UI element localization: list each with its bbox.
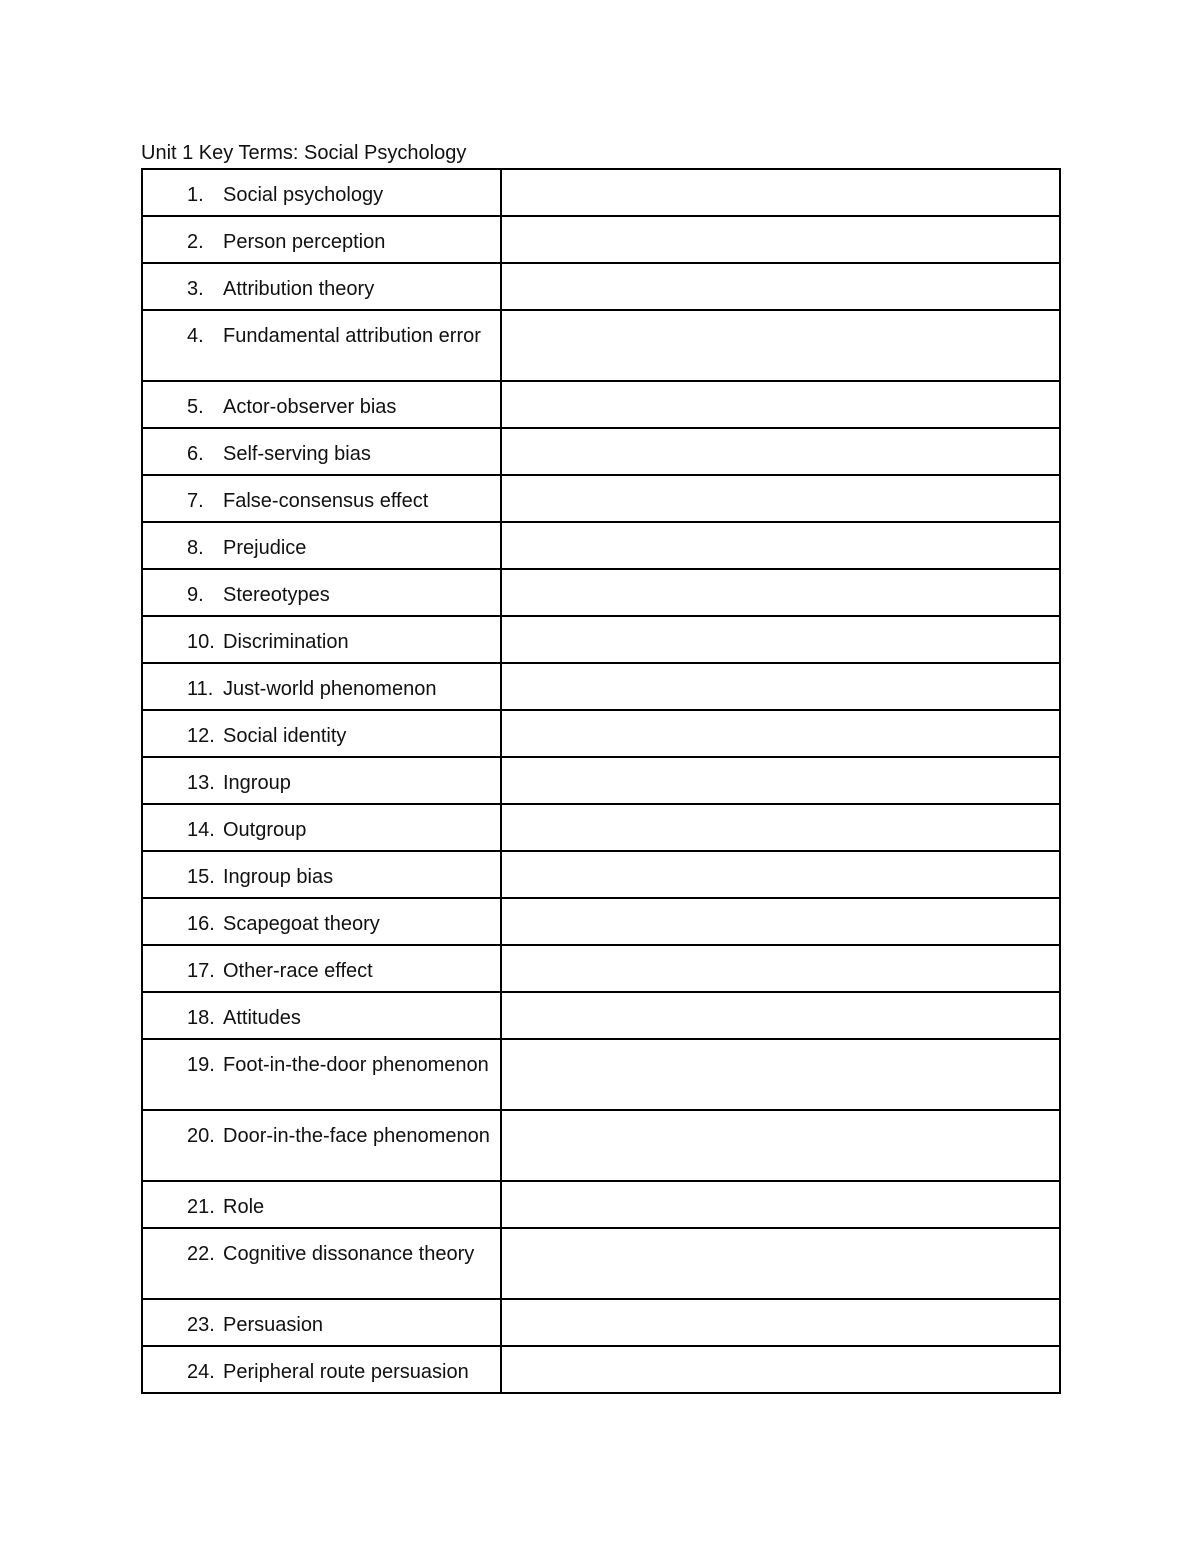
term-number: 21. (187, 1196, 215, 1218)
term-cell (142, 475, 501, 522)
definition-cell[interactable] (501, 898, 1060, 945)
table-row (142, 428, 1060, 475)
term-item (143, 1182, 500, 1220)
term-label: Ingroup bias (223, 866, 334, 888)
table-row (142, 263, 1060, 310)
definition-cell[interactable] (501, 851, 1060, 898)
definition-cell[interactable] (501, 710, 1060, 757)
term-item (143, 311, 500, 349)
definition-cell[interactable] (501, 381, 1060, 428)
term-item (143, 264, 500, 302)
term-item (143, 617, 500, 655)
term-item (143, 758, 500, 796)
table-row (142, 381, 1060, 428)
term-number: 19. (187, 1054, 215, 1076)
table-row (142, 1039, 1060, 1110)
term-cell (142, 381, 501, 428)
term-cell (142, 757, 501, 804)
definition-cell[interactable] (501, 1039, 1060, 1110)
term-item (143, 899, 500, 937)
term-label: Foot-in-the-door phenomenon (223, 1054, 489, 1076)
term-number: 18. (187, 1007, 215, 1029)
term-label: Stereotypes (223, 584, 330, 606)
term-item (143, 170, 500, 208)
definition-cell[interactable] (501, 216, 1060, 263)
term-number: 6. (187, 443, 204, 465)
term-label: Attitudes (223, 1007, 301, 1029)
term-item (143, 1040, 500, 1078)
definition-cell[interactable] (501, 169, 1060, 216)
term-cell (142, 1228, 501, 1299)
term-number: 1. (187, 184, 204, 206)
term-number: 5. (187, 396, 204, 418)
table-row (142, 522, 1060, 569)
term-cell (142, 616, 501, 663)
term-item (143, 1300, 500, 1338)
term-cell (142, 428, 501, 475)
key-terms-table-body (142, 169, 1060, 1393)
term-item (143, 664, 500, 702)
definition-cell[interactable] (501, 1228, 1060, 1299)
definition-cell[interactable] (501, 428, 1060, 475)
definition-cell[interactable] (501, 263, 1060, 310)
definition-cell[interactable] (501, 992, 1060, 1039)
term-label: False-consensus effect (223, 490, 429, 512)
term-cell (142, 263, 501, 310)
table-row (142, 945, 1060, 992)
term-cell (142, 1039, 501, 1110)
term-cell (142, 1181, 501, 1228)
table-row (142, 475, 1060, 522)
term-number: 24. (187, 1361, 215, 1383)
term-item (143, 805, 500, 843)
term-label: Cognitive dissonance theory (223, 1243, 475, 1265)
term-number: 22. (187, 1243, 215, 1265)
table-row (142, 757, 1060, 804)
term-label: Attribution theory (223, 278, 375, 300)
table-row (142, 851, 1060, 898)
term-item (143, 1229, 500, 1267)
term-label: Person perception (223, 231, 386, 253)
term-number: 7. (187, 490, 204, 512)
term-label: Door-in-the-face phenomenon (223, 1125, 490, 1147)
page-title: Unit 1 Key Terms: Social Psychology (141, 142, 467, 164)
term-label: Other-race effect (223, 960, 373, 982)
term-label: Scapegoat theory (223, 913, 380, 935)
table-row (142, 310, 1060, 381)
term-number: 9. (187, 584, 204, 606)
term-item (143, 1111, 500, 1149)
definition-cell[interactable] (501, 475, 1060, 522)
table-row (142, 216, 1060, 263)
table-row (142, 1181, 1060, 1228)
term-label: Outgroup (223, 819, 307, 841)
definition-cell[interactable] (501, 945, 1060, 992)
definition-cell[interactable] (501, 1346, 1060, 1393)
term-label: Role (223, 1196, 265, 1218)
term-number: 16. (187, 913, 215, 935)
term-cell (142, 310, 501, 381)
term-item (143, 946, 500, 984)
table-row (142, 1346, 1060, 1393)
term-label: Fundamental attribution error (223, 325, 481, 347)
term-cell (142, 851, 501, 898)
term-label: Peripheral route persuasion (223, 1361, 469, 1383)
term-number: 12. (187, 725, 215, 747)
term-cell (142, 1299, 501, 1346)
term-item (143, 852, 500, 890)
term-item (143, 429, 500, 467)
term-cell (142, 1110, 501, 1181)
definition-cell[interactable] (501, 663, 1060, 710)
term-item (143, 382, 500, 420)
definition-cell[interactable] (501, 757, 1060, 804)
term-label: Actor-observer bias (223, 396, 397, 418)
term-item (143, 217, 500, 255)
term-item (143, 993, 500, 1031)
term-number: 8. (187, 537, 204, 559)
table-row (142, 710, 1060, 757)
term-label: Just-world phenomenon (223, 678, 437, 700)
term-number: 13. (187, 772, 215, 794)
term-item (143, 570, 500, 608)
term-number: 20. (187, 1125, 215, 1147)
term-cell (142, 898, 501, 945)
term-cell (142, 216, 501, 263)
table-row (142, 1228, 1060, 1299)
term-label: Discrimination (223, 631, 349, 653)
term-label: Ingroup (223, 772, 291, 794)
term-item (143, 1347, 500, 1385)
term-number: 3. (187, 278, 204, 300)
table-row (142, 616, 1060, 663)
term-cell (142, 522, 501, 569)
definition-cell[interactable] (501, 804, 1060, 851)
key-terms-table (141, 168, 1061, 1394)
term-label: Persuasion (223, 1314, 324, 1336)
term-label: Social psychology (223, 184, 384, 206)
term-number: 17. (187, 960, 215, 982)
term-label: Social identity (223, 725, 347, 747)
term-number: 10. (187, 631, 215, 653)
table-row (142, 663, 1060, 710)
definition-cell[interactable] (501, 1110, 1060, 1181)
term-number: 4. (187, 325, 204, 347)
term-number: 15. (187, 866, 215, 888)
term-label: Self-serving bias (223, 443, 371, 465)
table-row (142, 1299, 1060, 1346)
term-number: 23. (187, 1314, 215, 1336)
term-cell (142, 710, 501, 757)
definition-cell[interactable] (501, 1299, 1060, 1346)
term-label: Prejudice (223, 537, 307, 559)
term-cell (142, 804, 501, 851)
table-row (142, 569, 1060, 616)
term-cell (142, 169, 501, 216)
table-row (142, 898, 1060, 945)
term-item (143, 476, 500, 514)
term-item (143, 711, 500, 749)
definition-cell[interactable] (501, 310, 1060, 381)
term-number: 2. (187, 231, 204, 253)
term-number: 14. (187, 819, 215, 841)
definition-cell[interactable] (501, 1181, 1060, 1228)
term-number: 11. (187, 678, 214, 700)
term-cell (142, 1346, 501, 1393)
term-cell (142, 945, 501, 992)
definition-cell[interactable] (501, 522, 1060, 569)
table-row (142, 1110, 1060, 1181)
term-item (143, 523, 500, 561)
definition-cell[interactable] (501, 616, 1060, 663)
table-row (142, 169, 1060, 216)
table-row (142, 804, 1060, 851)
term-cell (142, 992, 501, 1039)
definition-cell[interactable] (501, 569, 1060, 616)
term-cell (142, 569, 501, 616)
term-cell (142, 663, 501, 710)
table-row (142, 992, 1060, 1039)
